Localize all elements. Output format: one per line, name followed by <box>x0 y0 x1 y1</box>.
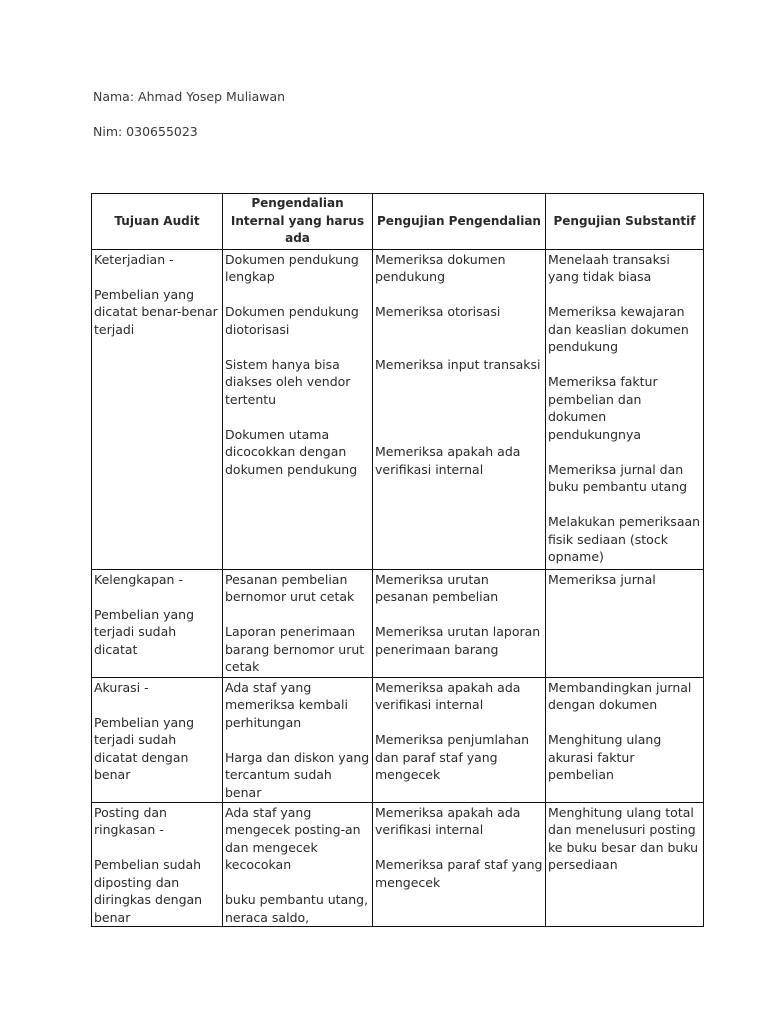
cell-tujuan-audit <box>92 569 223 677</box>
header-pengujian-substantif: Pengujian Substantif <box>546 194 704 250</box>
cell-spacer <box>375 408 543 426</box>
cell-text: Akurasi - <box>94 679 149 695</box>
cell-text: Memeriksa paraf staf yang mengecek <box>375 857 543 890</box>
cell-tujuan-audit <box>92 249 223 569</box>
cell-spacer <box>375 426 543 444</box>
cell-spacer <box>548 496 701 514</box>
cell-text: Menghitung ulang akurasi faktur pembelian <box>548 732 662 782</box>
cell-spacer <box>375 286 543 304</box>
cell-text: Dokumen pendukung lengkap <box>225 251 359 284</box>
cell-spacer <box>548 286 701 304</box>
cell-text: Memeriksa urutan pesanan pembelian <box>375 571 499 604</box>
header-pengendalian-internal: Pengendalian Internal yang harus ada <box>223 194 373 250</box>
cell-spacer <box>548 443 701 461</box>
cell-text: Dokumen pendukung diotorisasi <box>225 304 359 337</box>
cell-text: Pesanan pembelian bernomor urut cetak <box>225 571 355 604</box>
cell-text: Pembelian yang dicatat benar-benar terjadi <box>94 286 218 337</box>
table-row <box>92 249 704 569</box>
student-nim: Nim: 030655023 <box>93 124 198 139</box>
table-header-row <box>92 194 704 250</box>
cell-text: Memeriksa otorisasi <box>375 304 501 319</box>
cell-spacer <box>375 714 543 732</box>
table-row <box>92 569 704 677</box>
cell-spacer <box>94 588 220 606</box>
cell-text: Memeriksa jurnal dan buku pembantu utang <box>548 461 688 494</box>
cell-text: Keterjadian - <box>94 251 174 267</box>
cell-spacer <box>94 839 220 857</box>
cell-spacer <box>548 356 701 374</box>
cell-pengujian-substantif <box>546 569 704 677</box>
cell-pengujian-pengendalian <box>373 249 546 569</box>
cell-text: Memeriksa kewajaran dan keaslian dokumen pendukung <box>548 304 689 354</box>
cell-text: buku pembantu utang, neraca saldo, <box>225 892 369 925</box>
cell-spacer <box>225 286 370 304</box>
cell-tujuan-audit <box>92 802 223 927</box>
cell-pengujian-pengendalian <box>373 802 546 927</box>
cell-spacer <box>375 373 543 391</box>
cell-text: Memeriksa jurnal <box>548 571 656 587</box>
cell-pengujian-pengendalian <box>373 569 546 677</box>
cell-pengendalian-internal <box>223 677 373 802</box>
cell-pengujian-pengendalian <box>373 677 546 802</box>
cell-spacer <box>375 391 543 409</box>
cell-text: Harga dan diskon yang tercantum sudah benar <box>225 749 370 800</box>
cell-text: Memeriksa input transaksi <box>375 356 541 372</box>
cell-text: Kelengkapan - <box>94 571 183 587</box>
cell-text: Pembelian yang terjadi sudah dicatat dengan benar <box>94 714 194 782</box>
cell-spacer <box>225 338 370 356</box>
cell-spacer <box>94 268 220 286</box>
cell-tujuan-audit <box>92 677 223 802</box>
cell-spacer <box>94 696 220 714</box>
cell-text: Pembelian yang terjadi sudah dicatat <box>94 606 194 657</box>
cell-text: Laporan penerimaan barang bernomor urut cetak <box>225 624 365 674</box>
cell-text: Dokumen utama dicocokkan dengan dokumen pendukung <box>225 426 358 477</box>
cell-text: Membandingkan jurnal dengan dokumen <box>548 679 692 712</box>
cell-text: Memeriksa apakah ada verifikasi internal <box>375 444 521 477</box>
cell-text: Ada staf yang memeriksa kembali perhitungan <box>225 679 348 730</box>
cell-text: Memeriksa urutan laporan penerimaan barang <box>375 624 541 657</box>
cell-pengujian-substantif <box>546 677 704 802</box>
cell-spacer <box>225 408 370 426</box>
cell-text: Memeriksa apakah ada verifikasi internal <box>375 679 521 712</box>
cell-spacer <box>225 731 370 749</box>
cell-pengendalian-internal <box>223 569 373 677</box>
cell-text: Memeriksa apakah ada verifikasi internal <box>375 804 521 837</box>
cell-text: Menelaah transaksi yang tidak biasa <box>548 251 670 284</box>
cell-text: Menghitung ulang total dan menelusuri posting ke buku besar dan buku persediaan <box>548 804 699 872</box>
cell-text: Posting dan ringkasan - <box>94 804 167 837</box>
cell-pengendalian-internal <box>223 802 373 927</box>
cell-text: Pembelian sudah diposting dan diringkas dengan benar <box>94 857 203 925</box>
table-row <box>92 802 704 927</box>
header-tujuan-audit: Tujuan Audit <box>92 194 223 250</box>
cell-pengujian-substantif <box>546 802 704 927</box>
cell-spacer <box>375 338 543 356</box>
cell-text: Memeriksa dokumen pendukung <box>375 251 506 284</box>
cell-spacer <box>375 321 543 339</box>
cell-spacer <box>548 714 701 732</box>
cell-spacer <box>375 606 543 624</box>
cell-spacer <box>375 839 543 857</box>
cell-text: Memeriksa faktur pembelian dan dokumen pendukungnya <box>548 374 658 442</box>
header-pengujian-pengendalian: Pengujian Pengendalian <box>373 194 546 250</box>
table-row <box>92 677 704 802</box>
cell-text: Sistem hanya bisa diakses oleh vendor tertentu <box>225 356 351 407</box>
student-name: Nama: Ahmad Yosep Muliawan <box>93 89 286 104</box>
cell-pengendalian-internal <box>223 249 373 569</box>
cell-spacer <box>225 606 370 624</box>
cell-pengujian-substantif <box>546 249 704 569</box>
audit-table <box>91 193 704 927</box>
cell-text: Melakukan pemeriksaan fisik sediaan (stock opname) <box>548 514 701 564</box>
cell-text: Ada staf yang mengecek posting-an dan mengecek kecocokan <box>225 804 361 872</box>
cell-text: Memeriksa penjumlahan dan paraf staf yang mengecek <box>375 732 530 782</box>
cell-spacer <box>225 874 370 892</box>
